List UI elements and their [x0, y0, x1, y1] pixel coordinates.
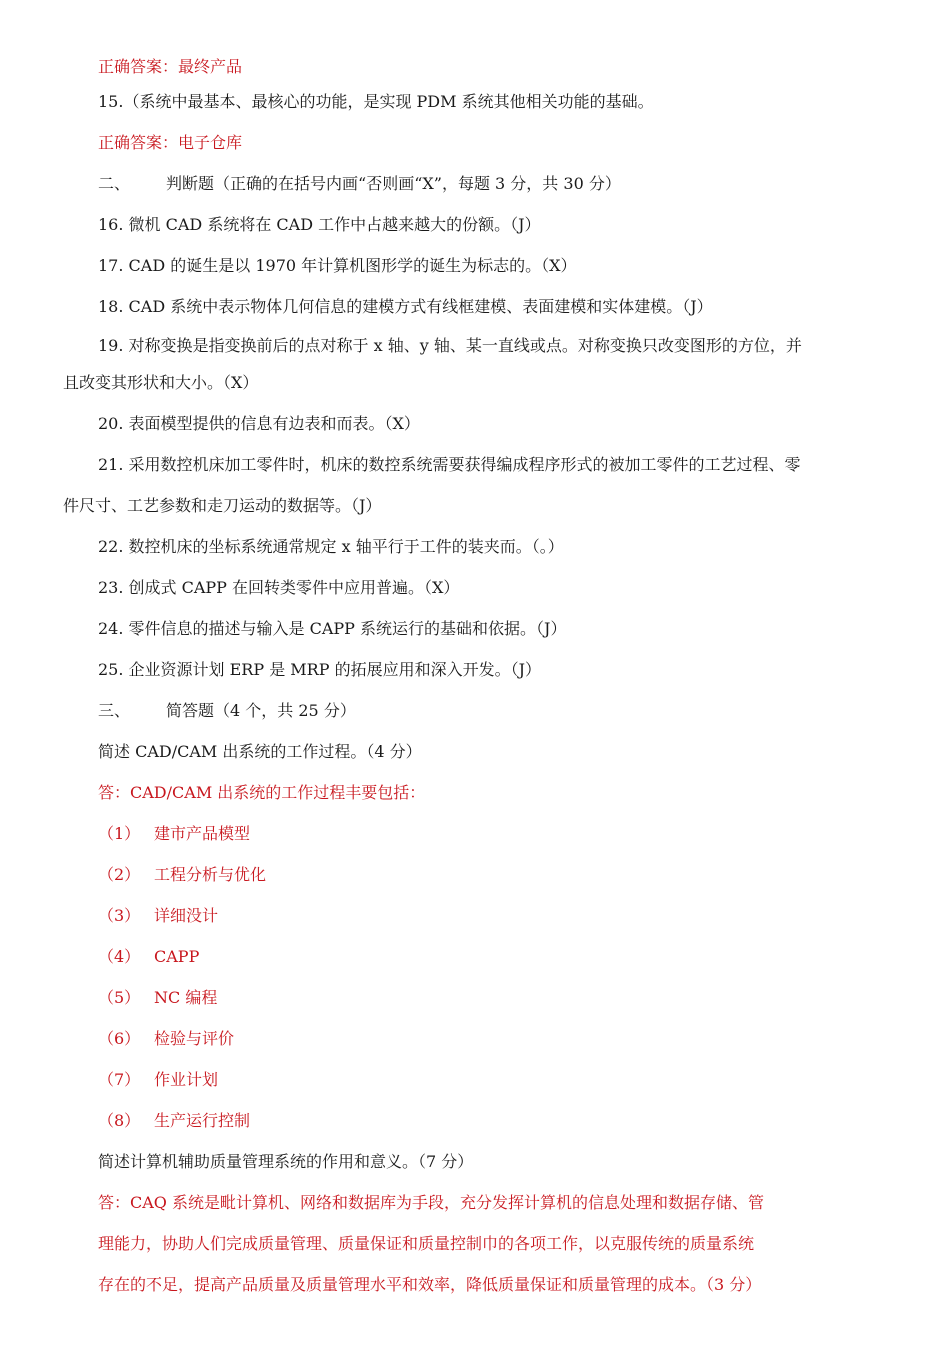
section-3-title: 简答题（4 个，共 25 分） [166, 701, 356, 720]
step-5 [98, 988, 217, 1008]
step-text: 作业计划 [154, 1070, 219, 1089]
answer-14: 正确答案：最终产品 [98, 57, 243, 76]
question-18: 18. CAD 系统中表示物体几何信息的建模方式有线框建模、表面建模和实体建模。（J） [98, 297, 713, 316]
question-15: 15.（系统中最基本、最核心的功能，是实现 PDM 系统其他相关功能的基础。 [98, 92, 654, 111]
question-20: 20. 表面模型提供的信息有边表和而表。（X） [98, 414, 420, 433]
step-number: （5） [98, 988, 141, 1007]
step-text: 生产运行控制 [154, 1111, 251, 1130]
short-question-2: 简述计算机辅助质量管理系统的作用和意义。（7 分） [98, 1152, 474, 1171]
step-8 [98, 1111, 250, 1131]
answer-15: 正确答案：电子仓库 [98, 133, 243, 152]
step-number: （1） [98, 824, 141, 843]
question-17: 17. CAD 的诞生是以 1970 年计算机图形学的诞生为标志的。（X） [98, 256, 577, 275]
step-number: （6） [98, 1029, 141, 1048]
step-4 [98, 947, 199, 967]
question-23: 23. 创成式 CAPP 在回转类零件中应用普遍。（X） [98, 578, 460, 597]
section-3-number: 三、 [98, 701, 131, 720]
section-2-number: 二、 [98, 174, 131, 193]
step-1 [98, 824, 250, 844]
step-3 [98, 906, 218, 926]
step-text: 建市产品模型 [154, 824, 251, 843]
short-answer-2-line1: 答：CAQ 系统是毗计算机、网络和数据库为手段，充分发挥计算机的信息处理和数据存储、管 [98, 1193, 765, 1212]
question-24: 24. 零件信息的描述与输入是 CAPP 系统运行的基础和依据。（J） [98, 619, 567, 638]
question-22: 22. 数控机床的坐标系统通常规定 x 轴平行于工件的装夹而。（。） [98, 537, 564, 556]
step-text: CAPP [154, 947, 200, 966]
step-number: （8） [98, 1111, 141, 1130]
question-25: 25. 企业资源计划 ERP 是 MRP 的拓展应用和深入开发。（J） [98, 660, 541, 679]
question-19-line2: 且改变其形状和大小。（X） [63, 373, 259, 392]
short-question-1: 简述 CAD/CAM 出系统的工作过程。（4 分） [98, 742, 422, 761]
question-16: 16. 微机 CAD 系统将在 CAD 工作中占越来越大的份额。（J） [98, 215, 541, 234]
step-text: NC 编程 [154, 988, 218, 1007]
step-number: （2） [98, 865, 141, 884]
step-6 [98, 1029, 234, 1049]
step-2 [98, 865, 266, 885]
step-text: 检验与评价 [154, 1029, 235, 1048]
section-2-title: 判断题（正确的在括号内画“否则画“X”，每题 3 分，共 30 分） [166, 174, 621, 193]
step-7 [98, 1070, 218, 1090]
short-answer-2-line2: 理能力，协助人们完成质量管理、质量保证和质量控制巾的各项工作，以克服传统的质量系统 [98, 1234, 755, 1253]
section-2-heading [98, 174, 621, 194]
step-number: （4） [98, 947, 141, 966]
step-text: 详细没计 [154, 906, 219, 925]
question-21-line2: 件尺寸、工艺参数和走刀运动的数据等。（J） [63, 496, 382, 515]
short-answer-1-intro: 答：CAD/CAM 出系统的工作过程丰要包括： [98, 783, 426, 802]
section-3-heading [98, 701, 356, 721]
question-21-line1: 21. 采用数控机床加工零件时，机床的数控系统需要获得编成程序形式的被加工零件的工艺过程、零 [98, 455, 801, 474]
question-19-line1: 19. 对称变换是指变换前后的点对称于 x 轴、y 轴、某一直线或点。对称变换只改变图形的方位，并 [98, 336, 802, 355]
step-number: （3） [98, 906, 141, 925]
step-text: 工程分析与优化 [154, 865, 267, 884]
step-number: （7） [98, 1070, 141, 1089]
short-answer-2-line3: 存在的不足，提高产品质量及质量管理水平和效率，降低质量保证和质量管理的成本。（3 分） [98, 1275, 762, 1294]
